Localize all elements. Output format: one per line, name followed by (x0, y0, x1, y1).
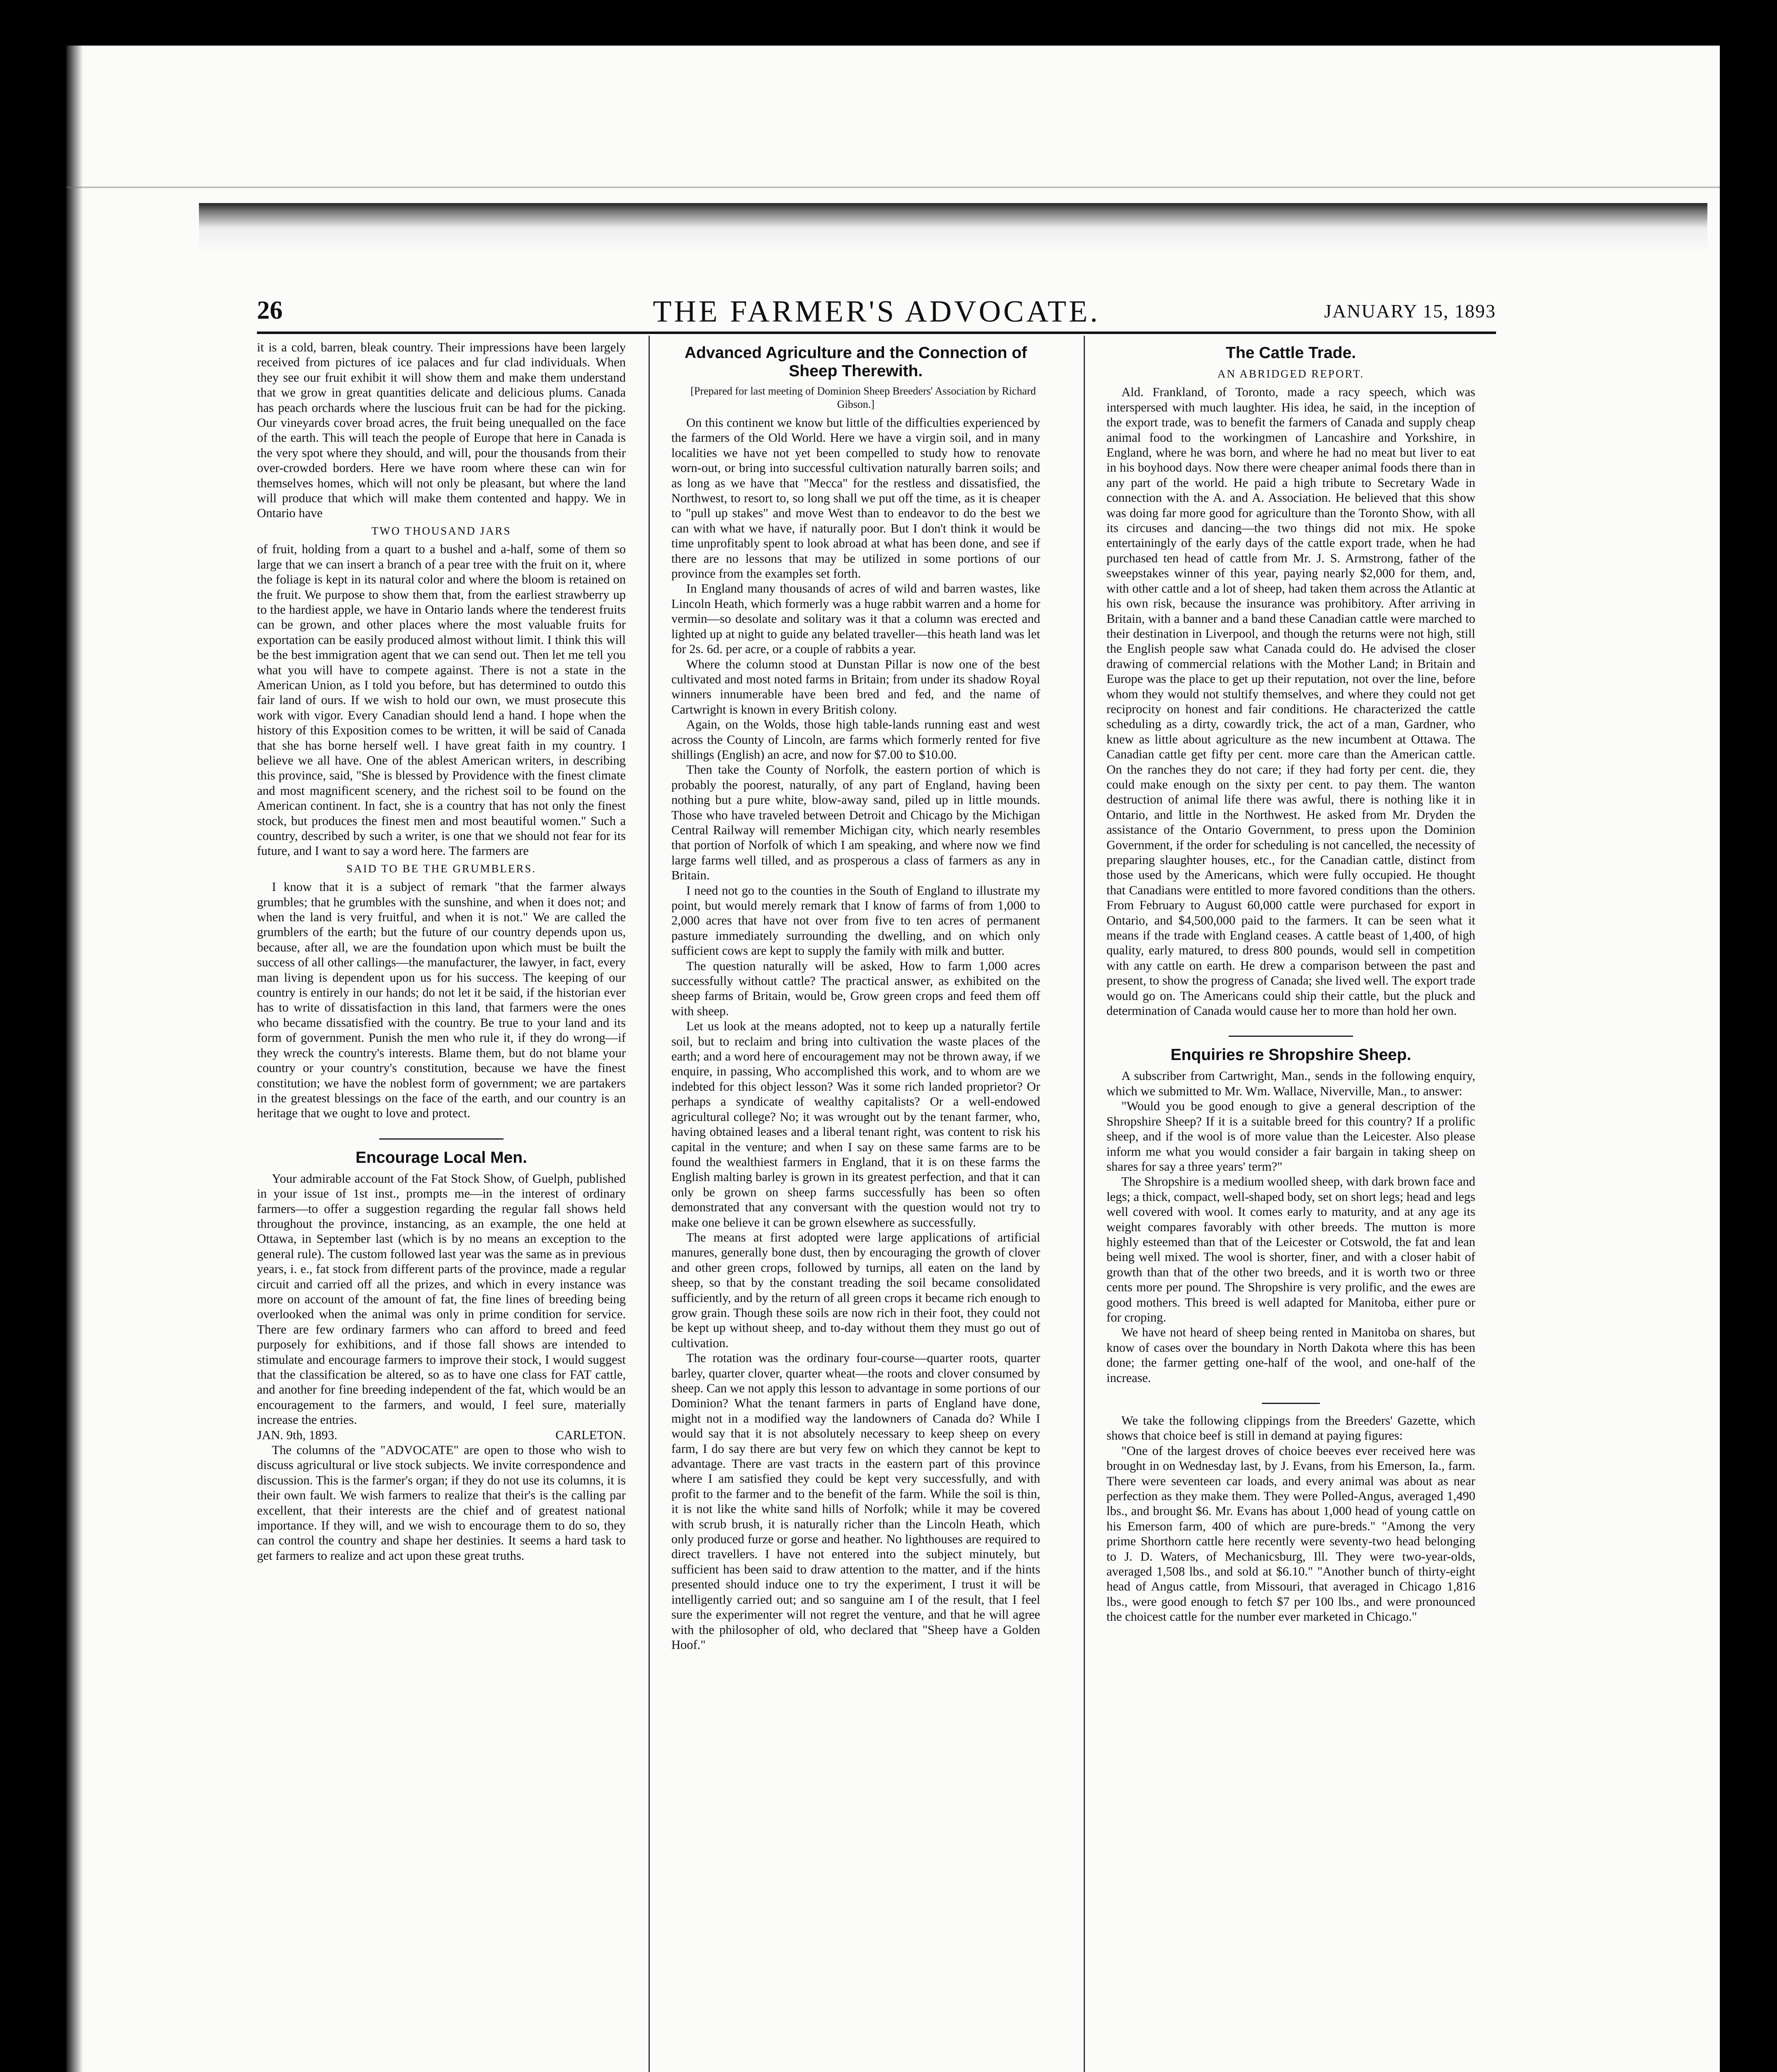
column-rule (1084, 336, 1085, 2072)
newspaper-title: THE FARMER'S ADVOCATE. (653, 295, 1100, 329)
article-paragraph: On this continent we know but little of the difficulties experienced by the farmers of the Old World. Here we have a virgin soil, and in many localities we have not yet been compelled to study how to renovate worn-out, or bring into successful cultivation naturally barren soils; and as long as we have that "Mecca" for the restless and dissatisfied, the Northwest, to resort to, so long shall we put off the time, as it is cheaper to "pull up stakes" and move West than to endeavor to do the best we can with what we have, if naturally poor. But I don't think it would be time unprofitably spent to look abroad at what has been done, and see if there are no lessons that may be utilized in some portions of our province from the examples set forth. (671, 416, 1040, 581)
article-paragraph: We take the following clippings from the Breeders' Gazette, which shows that choice beef is still in demand at paying figures: (1106, 1414, 1475, 1443)
section-rule (1229, 1036, 1353, 1037)
letter-dateline (257, 1428, 626, 1443)
column-rule (649, 336, 650, 2072)
page-number: 26 (257, 296, 283, 324)
article-paragraph: Then take the County of Norfolk, the eastern portion of which is probably the poorest, naturally, of any part of England, having been nothing but a pure white, blow-away sand, piled up in little mounds. Those who have traveled between Detroit and Chicago by the Michigan Central Railway will remember Michigan city, which nearly resembles that portion of Norfolk of which I am speaking, and where now we find large farms well tilled, and as prosperous a class of farmers as any in Britain. (671, 762, 1040, 883)
article-paragraph: Where the column stood at Dunstan Pillar is now one of the best cultivated and most noted farms in Britain; from under its shadow Royal winners innumerable have been bred and fed, and the name of Cartwright is known in every British colony. (671, 657, 1040, 716)
issue-date: JANUARY 15, 1893 (1324, 300, 1496, 322)
article-paragraph: "One of the largest droves of choice beeves ever received here was brought in on Wednesday last, by J. Evans, from his Emerson, Ia., farm. There were seventeen car loads, and every animal was about as near perfection as they make them. They were Polled-Angus, averaged 1,490 lbs., and brought $6. Mr. Evans has about 1,000 head of young cattle on his Emerson farm, 400 of which are pure-breds." "Among the very prime Shorthorn cattle here recently were seventy-two head belonging to J. D. Waters, of Mechanicsburg, Ill. They were two-year-olds, averaged 1,508 lbs., and sold at $6.10." "Another bunch of thirty-eight head of Angus cattle, from Missouri, that averaged in Chicago 1,816 lbs., were good enough to fetch $7 per 100 lbs., and were pronounced the choicest cattle for the number ever marketed in Chicago." (1106, 1443, 1475, 1624)
subheading: TWO THOUSAND JARS (371, 524, 511, 537)
article-heading: The Cattle Trade. (1225, 344, 1356, 362)
subheading: SAID TO BE THE GRUMBLERS. (346, 862, 537, 875)
article-heading: Advanced Agriculture and the Connection of Sheep Therewith. (684, 344, 1027, 380)
letter-signature: CARLETON. (555, 1428, 626, 1442)
article-paragraph: The question naturally will be asked, How to farm 1,000 acres successfully without cattle? The practical answer, as exhibited on the sheep farms of Britain, would be, Grow green crops and feed them off with sheep. (671, 959, 1040, 1018)
column-1 (257, 340, 626, 2072)
article-paragraph: We have not heard of sheep being rented in Manitoba on shares, but know of cases over the boundary in North Dakota where this has been done; the farmer getting one-half of the wool, and one-half of the increase. (1106, 1325, 1475, 1385)
article-heading: Enquiries re Shropshire Sheep. (1170, 1046, 1411, 1064)
section-rule (379, 1138, 504, 1140)
article-paragraph: Again, on the Wolds, those high table-lands running east and west across the County of Lincoln, are farms which formerly rented for five shillings (English) an acre, and now for $7.00 to $10.00. (671, 717, 1040, 762)
article-heading: Encourage Local Men. (356, 1148, 527, 1167)
article-paragraph: The columns of the "ADVOCATE" are open to those who wish to discuss agricultural or live stock subjects. We invite correspondence and discussion. This is the farmer's organ; if they do not use its columns, it is their own fault. We wish farmers to realize that their's is the calling par excellent, that their interests are the chief and of greatest national importance. If they will, and we wish to encourage them to do so, they can control the country and shape her destinies. It seems a hard task to get farmers to realize and act upon these great truths. (257, 1443, 626, 1563)
bleed-through-line (66, 186, 1720, 188)
article-paragraph: of fruit, holding from a quart to a bushel and a-half, some of them so large that we can insert a branch of a pear tree with the fruit on it, where the foliage is kept in its natural color and where the bloom is retained on the fruit. We purpose to show them that, from the earliest strawberry up to the hardiest apple, we have in Ontario lands where the tenderest fruits can be grown, and other places where the most valuable fruits for exportation can be easily produced almost without limit. I think this will be the best immigration agent that we can send out. Then let me tell you what you will have to compete against. There is not a state in the American Union, as I told you before, but has determined to outdo this fair land of ours. If we wish to hold our own, we must prosecute this work with vigor. Every Canadian should lend a hand. I hope when the history of this Exposition comes to be written, it will be said of Canada that she has borne herself well. I have great faith in my country. I believe we all have. One of the ablest American writers, in describing this province, said, "She is blessed by Providence with the finest climate and most magnificent scenery, and the richest soil to be found on the American continent. In fact, she is a country that has not only the finest stock, but produces the finest men and most beautiful women." Such a country, described by such a writer, is one that we should not fear for its future, and I want to say a word here. The farmers are (257, 542, 626, 858)
article-paragraph: it is a cold, barren, bleak country. Their impressions have been largely received from pictures of ice palaces and fur clad individuals. When they see our fruit exhibit it will show them and make them understand that we grow in great quantities delicate and delicious plums. Canada has peach orchards where the luscious fruit can be had for the picking. Our vineyards cover broad acres, the fruit being unequalled on the face of the earth. This will teach the people of Europe that here in Canada is the very spot where they should, and will, pour the thousands from their over-crowded borders. Here we have room where these can win for themselves homes, which will not only be pleasant, but where the land will produce that which will make them contented and happy. We in Ontario have (257, 340, 626, 520)
column-2 (671, 340, 1040, 2072)
article-paragraph: A subscriber from Cartwright, Man., sends in the following enquiry, which we submitted to Mr. Wm. Wallace, Niverville, Man., to answer: (1106, 1069, 1475, 1098)
masthead (257, 290, 1496, 334)
article-byline: [Prepared for last meeting of Dominion Sheep Breeders' Association by Richard Gibson.] (690, 385, 1036, 410)
article-paragraph: I need not go to the counties in the South of England to illustrate my point, but would merely remark that I know of farms of from 1,000 to 2,000 acres that have not over from five to ten acres of permanent pasture immediately surrounding the dwelling, and on which only sufficient cows are kept to supply the family with milk and butter. (671, 883, 1040, 958)
subheading: AN ABRIDGED REPORT. (1217, 368, 1365, 380)
article-paragraph: I know that it is a subject of remark "that the farmer always grumbles; that he grumbles with the sunshine, and when it does not; and when the land is very fruitful, and when it is not." We are called the grumblers of the earth; but the future of our country depends upon us, because, after all, we are the foundation upon which must be built the success of all other callings—the manufacturer, the lawyer, in fact, every man living is dependent upon us for his success. The keeping of our country is entirely in our hands; do not let it be said, if the historian ever has to write of dissatisfaction in this land, that farmers were the ones who became dissatisfied with the country. Be true to your land and its form of government. Punish the men who rule it, if they do wrong—if they wreck the country's interests. Blame them, but do not blame your country or your country's constitution, because we have the finest constitution; we have the noblest form of government; we are partakers in the greatest blessings on the face of the earth, and our country is an heritage that we ought to love and protect. (257, 880, 626, 1121)
page-edge-shadow (66, 46, 83, 2072)
article-paragraph: Your admirable account of the Fat Stock Show, of Guelph, published in your issue of 1st inst., prompts me—in the interest of ordinary farmers—to offer a suggestion regarding the regular fall shows held throughout the province, instancing, as an example, the one held at Ottawa, in September last (which is by no means an exception to the general rule). The custom followed last year was the same as in previous years, i. e., fat stock from different parts of the province, made a regular circuit and carried off all the prizes, and which in every instance was more on account of the amount of fat, the fine lines of breeding being overlooked when the animal was only in prime condition for service. There are few ordinary farmers who can afford to breed and feed purposely for exhibitions, and if those fall shows are intended to stimulate and encourage farmers to improve their stock, I would suggest that the classification be altered, so as to have one class for FAT cattle, and another for fine breeding independent of the fat, which would be an encouragement to the farmers, and would, I feel sure, materially increase the entries. (257, 1171, 626, 1427)
article-paragraph: The rotation was the ordinary four-course—quarter roots, quarter barley, quarter clover, quarter wheat—the roots and clover consumed by sheep. Can we not apply this lesson to advantage in some portions of our Dominion? What the tenant farmers in parts of England have done, might not in a modified way the landowners of Canada do? While I would say that it is not absolutely necessary to keep sheep on every farm, I do say there are but very few on which they cannot be kept to advantage. There are vast tracts in the eastern part of this province where I am satisfied they could be kept very successfully, and with profit to the farmer and to the benefit of the farm. While the soil is thin, it is not like the white sand hills of Norfolk; while it may be covered with scrub brush, it is naturally richer than the Lincoln Heath, which only produced furze or gorse and heather. No lighthouses are required to direct travellers. I have not entered into the subject minutely, but sufficient has been said to draw attention to the matter, and if the hints presented should induce one to try the experiment, I trust it will be intelligently carried out; and so sanguine am I of the result, that I feel sure the experimenter will not regret the venture, and that he will agree with the philosopher of old, who declared that "Sheep have a Golden Hoof." (671, 1351, 1040, 1652)
section-rule (1262, 1403, 1320, 1404)
article-paragraph: In England many thousands of acres of wild and barren wastes, like Lincoln Heath, which formerly was a huge rabbit warren and a home for vermin—so desolate and solitary was it that a column was erected and lighted up at night to guide any belated traveller—this heath land was let for 2s. 6d. per acre, or a couple of rabbits a year. (671, 581, 1040, 656)
letter-date: JAN. 9th, 1893. (257, 1428, 338, 1442)
article-paragraph: Let us look at the means adopted, not to keep up a naturally fertile soil, but to reclaim and bring into cultivation the waste places of the earth; and a word here of encouragement may not be thrown away, if we enquire, in passing, Who accomplished this work, and to whom are we indebted for this object lesson? Was it some rich landed proprietor? Or perhaps a syndicate of wealthy capitalists? Or a well-endowed agricultural college? No; it was wrought out by the tenant farmer, who, having obtained leases and a liberal tenant right, was content to risk his capital in the venture; and when I say on these same farms are to be found the wealthiest farmers in England, that it is on these farms the English malting barley is grown in its greatest perfection, and that it can only be grown on sheep farms successfully has been so often demonstrated that any conversant with the question would not try to make one believe it can be grown elsewhere as successfully. (671, 1019, 1040, 1230)
article-paragraph: The Shropshire is a medium woolled sheep, with dark brown face and legs; a thick, compact, well-shaped body, set on short legs; head and legs well covered with wool. It comes early to maturity, and at any age its weight compares favorably with other breeds. The mutton is more highly esteemed than that of the Leicester or Cotswold, the fat and lean being well mixed. The wool is shorter, finer, and with a closer habit of growth than that of the other two breeds, and it is worth two or three cents more per pound. The Shropshire is very prolific, and the ewes are good mothers. This breed is well adapted for Manitoba, either pure or for croping. (1106, 1174, 1475, 1324)
article-paragraph: "Would you be good enough to give a general description of the Shropshire Sheep? If it is a suitable breed for this country? If a prolific sheep, and if the wool is of more value than the Leicester. Also please inform me what you would consider a fair bargain in taking sheep on shares for say a three years' term?" (1106, 1099, 1475, 1174)
page-frame (257, 290, 1496, 2072)
article-paragraph: The means at first adopted were large applications of artificial manures, generally bone dust, then by encouraging the growth of clover and other green crops, followed by turnips, all eaten on the land by sheep, so that by the constant treading the soil became consolidated sufficiently, and by the return of all green crops it became rich enough to grow grain. Though these soils are now rich in their foot, they could not be kept up without sheep, and to-day without them they must go out of cultivation. (671, 1230, 1040, 1350)
scan-fold-shadow (199, 203, 1707, 253)
article-paragraph: Ald. Frankland, of Toronto, made a racy speech, which was interspersed with much laughter. His idea, he said, in the inception of the export trade, was to benefit the farmers of Canada and supply cheap animal food to the workingmen of Lancashire and Yorkshire, in England, where he was born, and where he had no meat but liver to eat in his boyhood days. Now there were cheaper animal foods there than in any part of the world. He paid a high tribute to Secretary Wade in connection with the A. and A. Association. He believed that this show was doing far more good for agriculture than the Toronto Show, with all its circuses and dancing—the two things did not mix. He spoke entertainingly of the early days of the cattle export trade, when he had purchased ten head of cattle from Mr. J. S. Armstrong, father of the sweepstakes winner of this year, paying nearly $2,000 for them, and, with other cattle and a lot of sheep, had taken them across the Atlantic at his own risk, because the insurance was prohibitory. After arriving in Britain, with a banner and a band these Canadian cattle were marched to their destination in Liverpool, and though the returns were not high, still the English people saw what Canada could do. He advised the closer drawing of commercial relations with the Mother Land; in Britain and Europe was the place to get up their reputation, not over the line, before whom they would not stultify themselves, and where they could not get reciprocity on honest and fair conditions. He characterized the cattle scheduling as a dirty, cowardly trick, the act of a man, Gardner, who knew as little about agriculture as the new incumbent at Ottawa. The Canadian cattle get fifty per cent. more care than the American cattle. On the ranches they do not care; if they had forty per cent. die, they could make enough on the sixty per cent. to pay them. The wanton destruction of animal life there was awful, there is nothing like it in Ontario, and little in the Northwest. He asked from Mr. Dryden the assistance of the Ontario Government, to press upon the Dominion Government, if the order for scheduling is not cancelled, the necessity of preparing slaughter houses, etc., for the Canadian cattle, distinct from those used by the Americans, which were fully occupied. He thought that Canadians were entitled to more favored conditions than the others. From February to August 60,000 cattle were purchased for export in Ontario, and $4,500,000 paid to the farmers. It can be seen what it means if the trade with England ceases. A cattle beast of 1,400, of high quality, early matured, to dress 800 pounds, would sell in competition with any cattle on earth. He drew a comparison between the past and present, to show the progress of Canada; she lived well. The export trade would go on. The Americans could ship their cattle, but the pluck and determination of Canada would cause her to more than hold her own. (1106, 385, 1475, 1018)
column-3 (1106, 340, 1475, 2072)
